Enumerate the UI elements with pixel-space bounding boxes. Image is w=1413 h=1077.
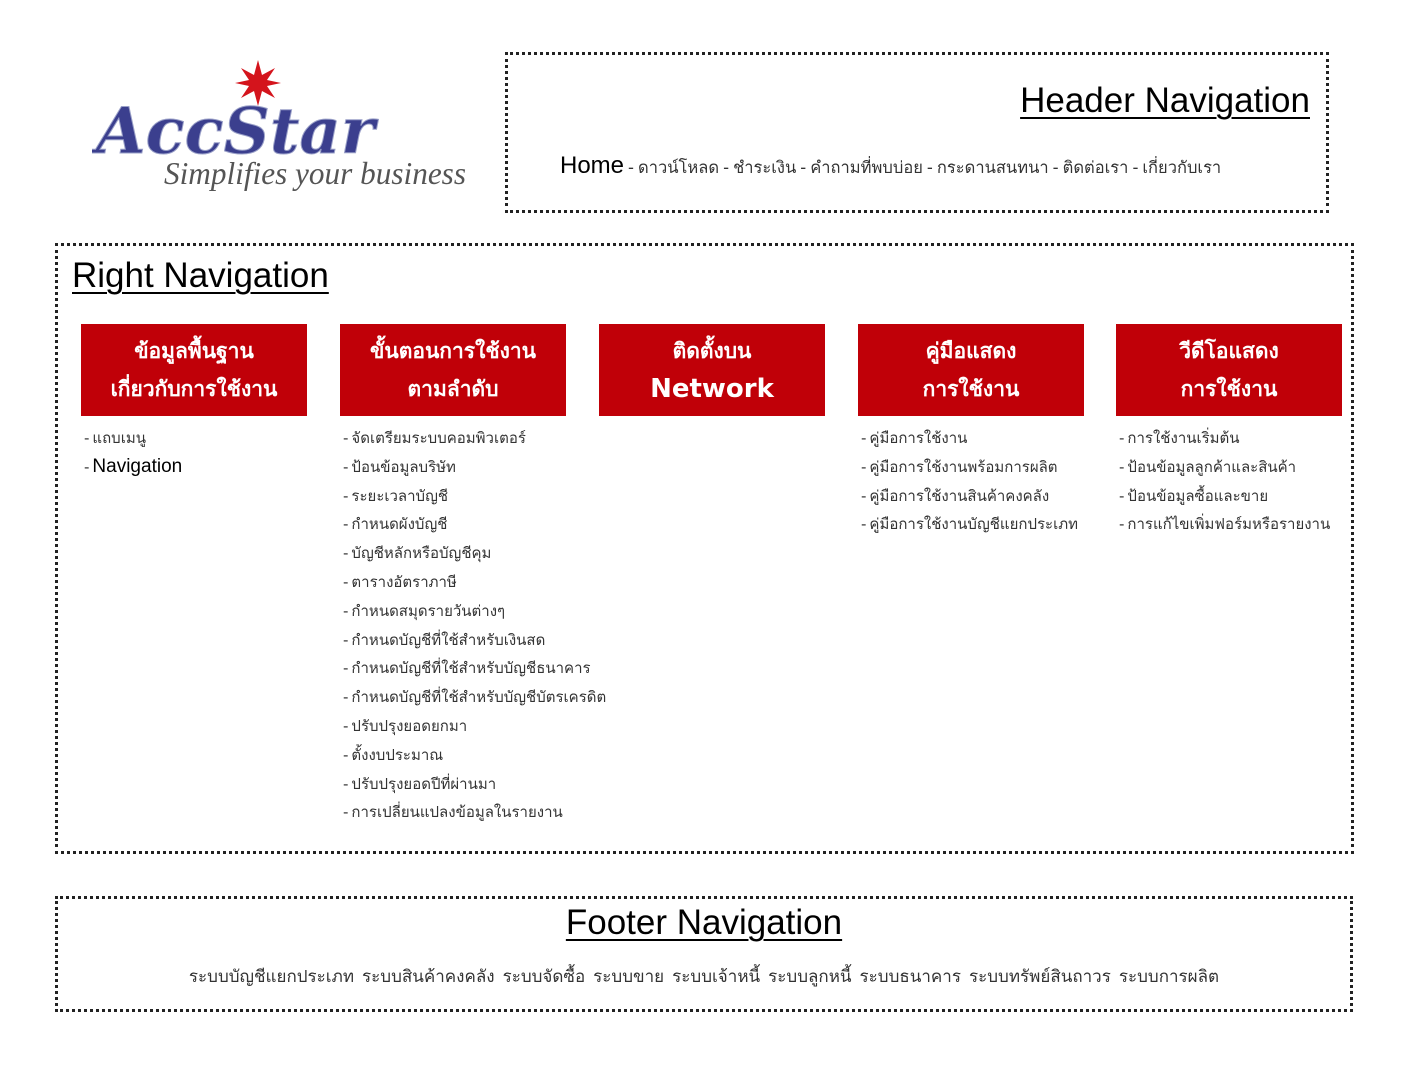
category-item[interactable]	[343, 424, 566, 453]
item-bullet: -	[343, 429, 349, 447]
category-item[interactable]	[861, 453, 1084, 482]
category-item-label: ระยะเวลาบัญชี	[351, 486, 449, 505]
nav-separator: -	[800, 158, 807, 177]
category-item-label: จัดเตรียมระบบคอมพิวเตอร์	[351, 429, 526, 447]
accstar-logo[interactable]	[92, 58, 472, 208]
category-heading-line: ขั้นตอนการใช้งาน	[369, 339, 536, 363]
nav-column-4	[1116, 324, 1342, 539]
right-navigation-title: Right Navigation	[72, 256, 329, 295]
item-bullet: -	[343, 659, 349, 678]
footer-link-1[interactable]: ระบบสินค้าคงคลัง	[362, 967, 495, 987]
item-bullet: -	[343, 745, 349, 764]
nav-column-2	[599, 324, 825, 424]
category-item-label: การเปลี่ยนแปลงข้อมูลในรายงาน	[351, 803, 563, 822]
logo-brand-text: AccStar	[96, 94, 375, 169]
category-item[interactable]	[84, 424, 307, 453]
category-item[interactable]	[861, 510, 1084, 539]
category-item-label: ป้อนข้อมูลบริษัท	[351, 457, 456, 476]
category-item[interactable]	[343, 539, 566, 568]
category-item-label: คู่มือการใช้งานสินค้าคงคลัง	[869, 486, 1050, 505]
header-navigation-title: Header Navigation	[1020, 81, 1310, 120]
category-item-label: กำหนดบัญชีที่ใช้สำหรับบัญชีบัตรเครดิต	[351, 688, 607, 707]
category-item-label: กำหนดบัญชีที่ใช้สำหรับเงินสด	[351, 630, 546, 649]
category-item-label: Navigation	[92, 455, 183, 477]
footer-navigation-title: Footer Navigation	[565, 903, 843, 942]
logo-graphic	[92, 58, 472, 208]
category-item[interactable]	[861, 482, 1084, 511]
category-item-label: บัญชีหลักหรือบัญชีคุม	[351, 544, 492, 563]
category-item-label: กำหนดบัญชีที่ใช้สำหรับบัญชีธนาคาร	[351, 659, 591, 678]
nav-separator: -	[926, 158, 933, 177]
nav-separator: -	[1132, 158, 1139, 177]
category-item[interactable]	[1119, 453, 1342, 482]
footer-link-3[interactable]: ระบบขาย	[593, 967, 665, 987]
footer-link-4[interactable]: ระบบเจ้าหนี้	[672, 967, 761, 987]
header-link-3[interactable]: คำถามที่พบบ่อย	[810, 158, 923, 177]
category-item-label: คู่มือการใช้งานพร้อมการผลิต	[869, 457, 1058, 476]
nav-separator: -	[628, 158, 634, 177]
category-heading-line: ติดตั้งบน	[672, 339, 752, 363]
footer-link-6[interactable]: ระบบธนาคาร	[859, 967, 961, 987]
header-link-5[interactable]: ติดต่อเรา	[1062, 158, 1129, 177]
item-bullet: -	[343, 630, 349, 649]
item-bullet: -	[861, 429, 867, 447]
footer-link-2[interactable]: ระบบจัดซื้อ	[502, 967, 586, 987]
category-item-list	[858, 424, 1084, 539]
item-bullet: -	[861, 457, 867, 476]
category-tile-3[interactable]	[858, 324, 1084, 416]
category-tile-4[interactable]	[1116, 324, 1342, 416]
category-item[interactable]	[1119, 482, 1342, 511]
header-link-6[interactable]: เกี่ยวกับเรา	[1142, 158, 1222, 177]
nav-separator: -	[723, 158, 730, 177]
category-item-label: ตั้งงบประมาณ	[351, 745, 444, 764]
category-item-label: ตารางอัตราภาษี	[351, 572, 457, 591]
header-link-4[interactable]: กระดานสนทนา	[936, 158, 1049, 177]
category-tile-1[interactable]	[340, 324, 566, 416]
category-tile-2[interactable]	[599, 324, 825, 416]
category-item-label: คู่มือการใช้งาน	[869, 429, 968, 447]
item-bullet: -	[343, 716, 349, 735]
category-item[interactable]	[343, 683, 607, 712]
nav-separator: -	[1052, 158, 1059, 177]
category-item-label: ป้อนข้อมูลซื้อและขาย	[1127, 486, 1269, 505]
item-bullet: -	[861, 486, 867, 505]
item-bullet: -	[1119, 515, 1125, 534]
item-bullet: -	[84, 429, 90, 447]
item-bullet: -	[343, 486, 349, 505]
category-item[interactable]	[343, 741, 566, 770]
category-item[interactable]	[343, 798, 566, 827]
item-bullet: -	[1119, 457, 1125, 476]
category-item-label: ปรับปรุงยอดยกมา	[351, 716, 468, 735]
header-link-1[interactable]: ดาวน์โหลด	[638, 158, 720, 177]
category-heading-line: การใช้งาน	[1180, 377, 1278, 401]
nav-column-3	[858, 324, 1084, 539]
header-link-2[interactable]: ชำระเงิน	[733, 158, 797, 177]
footer-link-5[interactable]: ระบบลูกหนี้	[768, 967, 852, 987]
category-tile-0[interactable]	[81, 324, 307, 416]
category-item-list	[81, 424, 307, 482]
item-bullet: -	[343, 544, 349, 563]
header-link-0[interactable]: Home	[560, 152, 625, 179]
item-bullet: -	[343, 572, 349, 591]
category-heading-line: การใช้งาน	[922, 377, 1020, 401]
right-navigation	[55, 243, 1354, 854]
header-navigation	[505, 52, 1329, 213]
category-heading-line: คู่มือแสดง	[925, 339, 1017, 363]
header-nav-links	[560, 152, 1221, 181]
item-bullet: -	[343, 803, 349, 822]
category-item[interactable]	[343, 712, 566, 741]
category-item[interactable]	[1119, 424, 1342, 453]
category-item[interactable]	[343, 626, 566, 655]
footer-navigation	[55, 896, 1353, 1012]
footer-link-7[interactable]: ระบบทรัพย์สินถาวร	[968, 967, 1111, 987]
footer-link-8[interactable]: ระบบการผลิต	[1118, 967, 1220, 987]
category-item-label: คู่มือการใช้งานบัญชีแยกประเภท	[869, 515, 1078, 534]
category-item[interactable]	[343, 597, 566, 626]
item-bullet: -	[343, 457, 349, 476]
category-item-label: การใช้งานเริ่มต้น	[1127, 429, 1240, 447]
item-bullet: -	[343, 515, 349, 534]
item-bullet: -	[343, 774, 349, 793]
category-item-label: ป้อนข้อมูลลูกค้าและสินค้า	[1127, 457, 1297, 476]
category-item-label: กำหนดผังบัญชี	[351, 515, 448, 534]
footer-nav-links	[58, 963, 1350, 990]
category-item-label: การแก้ไขเพิ่มฟอร์มหรือรายงาน	[1127, 515, 1331, 534]
nav-column-0	[81, 324, 307, 482]
category-item[interactable]	[343, 654, 591, 683]
category-item[interactable]	[84, 453, 307, 482]
item-bullet: -	[1119, 486, 1125, 505]
item-bullet: -	[343, 688, 349, 707]
category-item[interactable]	[343, 568, 566, 597]
footer-link-0[interactable]: ระบบบัญชีแยกประเภท	[188, 967, 355, 987]
nav-column-1	[340, 324, 607, 827]
category-item-list	[340, 424, 607, 827]
category-heading-line: ตามลำดับ	[407, 377, 499, 401]
logo-tagline-text: Simplifies your business	[164, 155, 466, 191]
category-heading-line: ข้อมูลพื้นฐาน	[134, 339, 254, 363]
category-item[interactable]	[1119, 510, 1342, 539]
category-heading-line: Network	[650, 374, 774, 404]
category-item-label: กำหนดสมุดรายวันต่างๆ	[351, 601, 506, 620]
category-heading-line: วีดีโอแสดง	[1179, 339, 1279, 363]
category-heading-line: เกี่ยวกับการใช้งาน	[110, 377, 278, 401]
item-bullet: -	[343, 601, 349, 620]
item-bullet: -	[1119, 429, 1125, 447]
category-item[interactable]	[343, 453, 566, 482]
category-item-list	[1116, 424, 1342, 539]
category-item-label: แถบเมนู	[92, 429, 146, 447]
category-item[interactable]	[861, 424, 1084, 453]
category-item-label: ปรับปรุงยอดปีที่ผ่านมา	[351, 774, 497, 793]
category-item[interactable]	[343, 482, 566, 511]
item-bullet: -	[861, 515, 867, 534]
category-item[interactable]	[343, 510, 566, 539]
item-bullet: -	[84, 457, 90, 476]
category-item[interactable]	[343, 770, 566, 799]
